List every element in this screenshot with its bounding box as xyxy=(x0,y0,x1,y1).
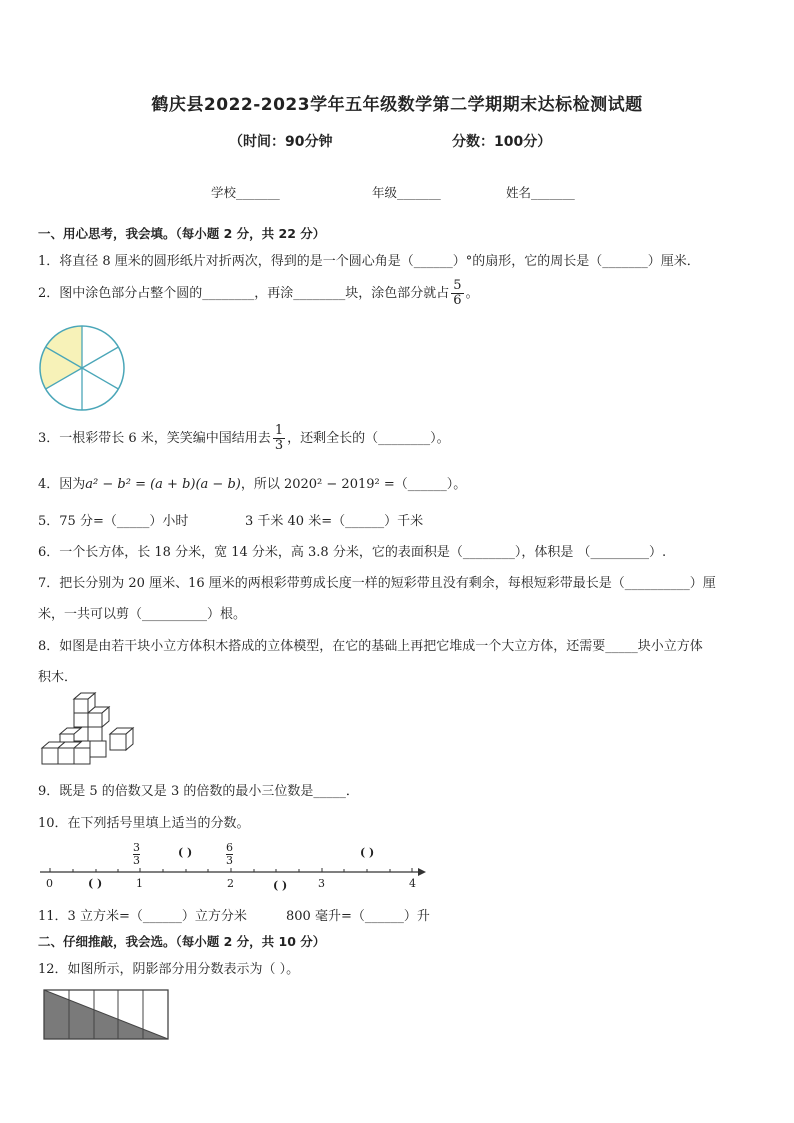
numberline-fraction-3-3: 3 3 xyxy=(133,841,140,867)
numberline-blank-4: ( ) xyxy=(273,879,288,892)
question-11b: 800 毫升=（______）升 xyxy=(286,909,430,924)
tick-label-0: 0 xyxy=(46,877,53,890)
section-1-heading: 一、用心思考，我会填。（每小题 2 分，共 22 分） xyxy=(38,226,326,241)
cube-stack-figure xyxy=(38,692,140,770)
question-1: 1．将直径 8 厘米的圆形纸片对折两次，得到的是一个圆心角是（______）°的扇形，它的周长是（_______）厘米． xyxy=(38,254,700,269)
question-7-line1: 7．把长分别为 20 厘米、16 厘米的两根彩带剪成长度一样的短彩带且没有剩余，每根短彩带最长是（__________）厘 xyxy=(38,576,716,591)
question-5a: 5．75 分=（_____）小时 xyxy=(38,514,189,529)
tick-label-3: 3 xyxy=(318,877,325,890)
exam-score: 分数：100分） xyxy=(452,134,552,150)
question-8-line1: 8．如图是由若干块小立方体积木搭成的立体模型，在它的基础上再把它堆成一个大立方体，还需要_____块小立方体 xyxy=(38,639,703,654)
question-2-text: 2．图中涂色部分占整个圆的________，再涂________块，涂色部分就占 xyxy=(38,286,450,301)
school-field: 学校_______ xyxy=(211,185,280,200)
shaded-rectangle-figure xyxy=(43,989,171,1041)
numberline-fraction-6-3: 6 3 xyxy=(226,841,233,867)
question-10: 10．在下列括号里填上适当的分数。 xyxy=(38,816,250,831)
question-4: 4．因为a² − b² = (a + b)(a − b)，所以 2020² − 2019² =（______）。 xyxy=(38,477,467,492)
question-11a: 11．3 立方米=（______）立方分米 xyxy=(38,909,247,924)
tick-label-4: 4 xyxy=(409,877,416,890)
question-9: 9．既是 5 的倍数又是 3 的倍数的最小三位数是_____． xyxy=(38,784,359,799)
fraction-5-6: $\frac{5}{6}$ xyxy=(453,278,462,308)
question-6: 6．一个长方体，长 18 分米，宽 14 分米，高 3.8 分米，它的表面积是（________），体积是 （_________）. xyxy=(38,545,667,560)
question-3: 3．一根彩带长 6 米，笑笑编中国结用去 $\frac{1}{3}$ ，还剩全长的（________）。 xyxy=(38,423,450,453)
numberline-blank-1: ( ) xyxy=(178,846,193,859)
tick-label-1: 1 xyxy=(136,877,143,890)
numberline-blank-2: ( ) xyxy=(360,846,375,859)
question-5b: 3 千米 40 米=（______）千米 xyxy=(245,514,424,529)
name-field: 姓名_______ xyxy=(506,185,575,200)
question-2: 2．图中涂色部分占整个圆的________，再涂________块，涂色部分就占 $\frac{5}{6}$ 。 xyxy=(38,278,479,308)
question-7-line2: 米，一共可以剪（__________）根。 xyxy=(38,607,247,622)
grade-field: 年级_______ xyxy=(372,185,441,200)
tick-label-2: 2 xyxy=(227,877,234,890)
question-12: 12．如图所示，阴影部分用分数表示为（ ）。 xyxy=(38,962,300,977)
question-8-line2: 积木． xyxy=(38,670,78,685)
exam-time: （时间：90分钟 xyxy=(229,134,333,150)
fraction-1-3: $\frac{1}{3}$ xyxy=(274,423,284,453)
numberline-blank-3: ( ) xyxy=(88,877,103,890)
circle-figure xyxy=(37,325,127,411)
section-2-heading: 二、仔细推敲，我会选。（每小题 2 分，共 10 分） xyxy=(38,934,326,949)
exam-title: 鹤庆县2022-2023学年五年级数学第二学期期末达标检测试题 xyxy=(151,95,643,115)
identity-expression: a² − b² = (a + b)(a − b) xyxy=(85,477,241,492)
